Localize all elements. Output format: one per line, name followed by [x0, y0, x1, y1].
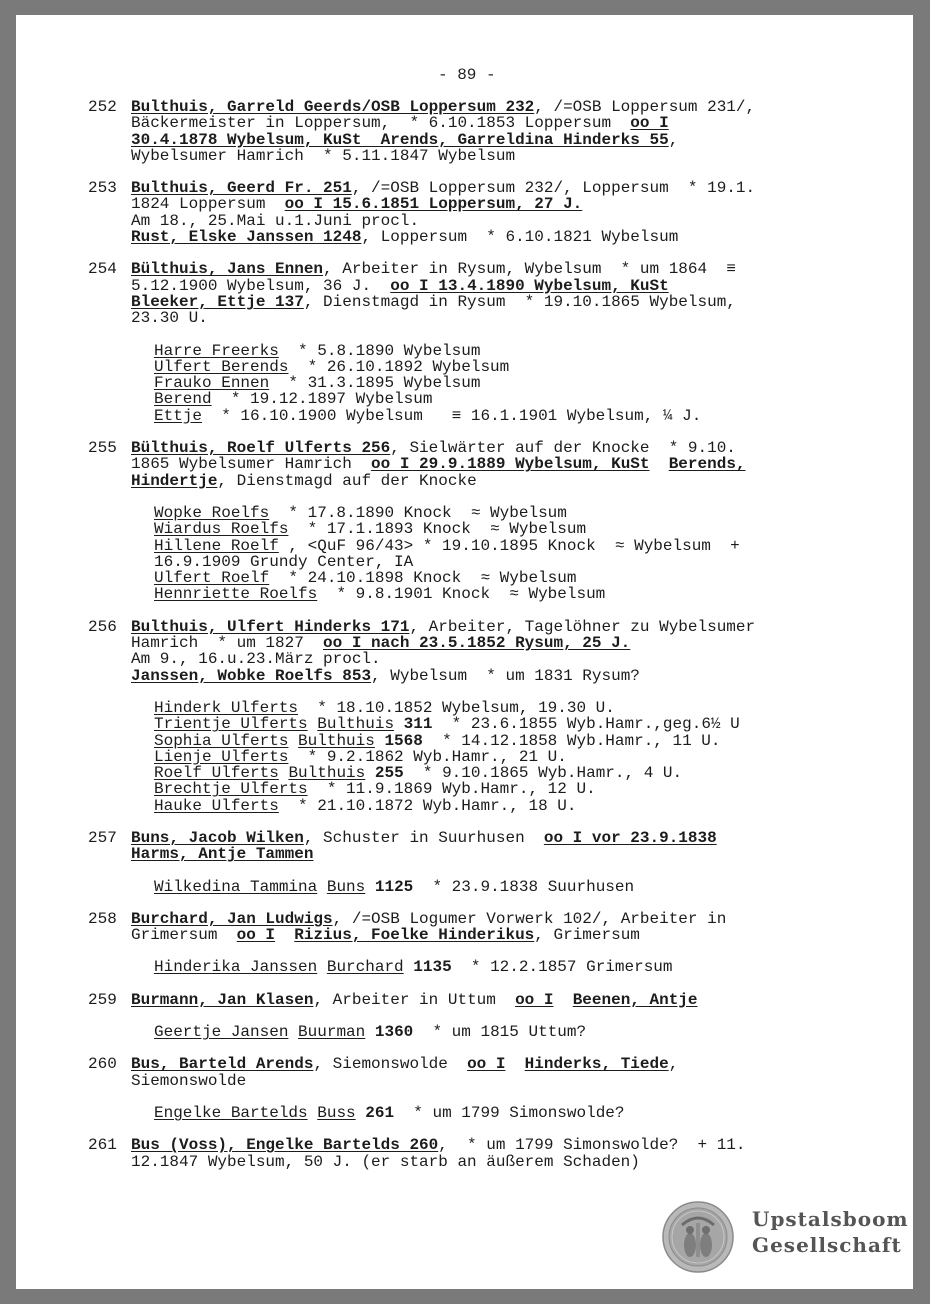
text-segment: oo I 13.4.1890 Wybelsum, KuSt: [390, 276, 669, 295]
entry-line: [131, 132, 888, 148]
entry-text: [131, 180, 888, 245]
child-line: [154, 391, 888, 407]
genealogy-entry: [88, 830, 888, 895]
text-segment: * 17.1.1893 Knock ≈ Wybelsum: [288, 520, 587, 539]
entry-line: [131, 440, 888, 456]
text-segment: oo I: [467, 1055, 506, 1074]
entry-line: [131, 115, 888, 131]
text-segment: Wilkedina Tammina: [154, 877, 318, 896]
text-segment: 1824 Loppersum: [131, 195, 285, 214]
entry-text: [131, 440, 888, 489]
entry-line: [131, 1154, 888, 1170]
text-segment: 5.12.1900 Wybelsum, 36 J.: [131, 276, 391, 295]
text-segment: , <QuF 96/43> * 19.10.1895 Knock ≈ Wybelsum +: [278, 536, 740, 555]
entry-line: [131, 229, 888, 245]
entry-line: [131, 927, 888, 943]
document-page: [16, 15, 913, 1289]
text-segment: Am 18., 25.Mai u.1.Juni procl.: [131, 211, 420, 230]
text-segment: [365, 1023, 375, 1041]
text-segment: Burchard: [326, 958, 404, 977]
children-list: [154, 700, 888, 814]
text-segment: * 31.3.1895 Wybelsum: [269, 374, 481, 393]
text-segment: Grimersum: [131, 926, 237, 945]
text-segment: [553, 991, 572, 1009]
children-list: [154, 1105, 888, 1121]
child-line: [154, 716, 888, 732]
text-segment: Wiardus Roelfs: [154, 520, 289, 539]
text-segment: , Siemonswolde: [313, 1055, 468, 1074]
text-segment: , Grimersum: [534, 926, 640, 945]
text-segment: , Schuster in Suurhusen: [303, 828, 544, 847]
entry-text: [131, 911, 888, 944]
text-segment: Janssen, Wobke Roelfs 853: [131, 666, 372, 685]
text-segment: Buss: [317, 1103, 356, 1122]
entry-line: [131, 148, 888, 164]
entry-number: 254: [88, 260, 117, 279]
text-segment: [505, 1055, 524, 1073]
entry-text: [131, 830, 888, 863]
genealogy-entry: [88, 99, 888, 164]
text-segment: * 16.10.1900 Wybelsum ≡ 16.1.1901 Wybelsum, ¼ J.: [202, 406, 702, 425]
text-segment: * 24.10.1898 Knock ≈ Wybelsum: [269, 569, 577, 588]
text-segment: Buurman: [298, 1023, 366, 1042]
entry-number: 261: [88, 1136, 117, 1155]
entry-line: [131, 1073, 888, 1089]
entry-number: 253: [88, 179, 117, 198]
text-segment: [375, 732, 385, 750]
text-segment: Buns, Jacob Wilken: [131, 828, 304, 847]
text-segment: , /=OSB Loppersum 232/, Loppersum * 19.1.: [351, 179, 756, 198]
child-line: [154, 375, 888, 391]
text-segment: [288, 1023, 298, 1041]
text-segment: Rust, Elske Janssen 1248: [131, 228, 362, 247]
text-segment: oo I: [515, 990, 554, 1009]
text-segment: Sophia Ulferts: [154, 731, 289, 750]
child-line: [154, 733, 888, 749]
genealogy-entry: [88, 911, 888, 976]
entry-line: [131, 310, 888, 326]
text-segment: [288, 732, 298, 750]
genealogy-entry: [88, 261, 888, 424]
child-line: [154, 1024, 888, 1040]
text-segment: * 17.8.1890 Knock ≈ Wybelsum: [269, 503, 567, 522]
text-segment: , Wybelsum * um 1831 Rysum?: [371, 666, 640, 685]
entry-line: [131, 911, 888, 927]
text-segment: Rizius, Foelke Hinderikus: [294, 926, 535, 945]
child-line: [154, 749, 888, 765]
text-segment: Hamrich * um 1827: [131, 634, 324, 653]
child-line: [154, 798, 888, 814]
text-segment: [404, 958, 414, 976]
seal-icon: [662, 1201, 734, 1273]
children-list: [154, 879, 888, 895]
entry-line: [131, 619, 888, 635]
entry-line: [131, 1137, 888, 1153]
entry-number: 257: [88, 828, 117, 847]
text-segment: Roelf Ulferts: [154, 764, 279, 783]
entry-line: [131, 456, 888, 472]
text-segment: , Dienstmagd auf der Knocke: [217, 471, 477, 490]
text-segment: * um 1799 Simonswolde?: [394, 1103, 625, 1122]
entry-line: [131, 635, 888, 651]
text-segment: , Loppersum * 6.10.1821 Wybelsum: [361, 228, 679, 247]
text-segment: [365, 764, 375, 782]
genealogy-entry: [88, 1056, 888, 1121]
entry-number: 258: [88, 909, 117, 928]
text-segment: 261: [365, 1103, 395, 1122]
child-line: [154, 343, 888, 359]
genealogy-entry: [88, 1137, 888, 1170]
text-segment: 16.9.1909 Grundy Center, IA: [154, 552, 414, 571]
entry-line: [131, 1056, 888, 1072]
child-line: [154, 586, 888, 602]
text-segment: Lienje Ulferts: [154, 747, 289, 766]
text-segment: ,: [668, 1055, 679, 1074]
text-segment: 1125: [374, 877, 414, 896]
text-segment: [365, 878, 375, 896]
entry-number: 260: [88, 1055, 117, 1074]
entry-number: 252: [88, 98, 117, 116]
text-segment: [308, 715, 318, 733]
text-segment: [279, 764, 289, 782]
child-line: [154, 408, 888, 424]
text-segment: oo I nach 23.5.1852 Rysum, 25 J.: [323, 634, 631, 653]
child-line: [154, 521, 888, 537]
child-line: [154, 359, 888, 375]
entry-line: [131, 846, 888, 862]
text-segment: Hinderika Janssen: [154, 958, 318, 977]
text-segment: * 11.9.1869 Wyb.Hamr., 12 U.: [307, 780, 596, 799]
genealogy-entry: [88, 619, 888, 814]
entry-text: [131, 99, 888, 164]
text-segment: [650, 455, 669, 473]
children-list: [154, 959, 888, 975]
text-segment: Bus, Barteld Arends: [131, 1055, 314, 1074]
entry-list: [88, 99, 888, 1186]
text-segment: Am 9., 16.u.23.März procl.: [131, 650, 381, 669]
text-segment: , Sielwärter auf der Knocke * 9.10.: [390, 439, 736, 458]
entry-number: 259: [88, 990, 117, 1009]
text-segment: oo I vor 23.9.1838: [543, 828, 717, 847]
text-segment: * 9.8.1901 Knock ≈ Wybelsum: [317, 585, 606, 604]
entry-line: [131, 830, 888, 846]
text-segment: 311: [403, 715, 433, 734]
child-line: [154, 781, 888, 797]
page-number: - 89 -: [438, 66, 496, 84]
text-segment: [356, 1104, 366, 1122]
text-segment: ,: [668, 130, 679, 149]
text-segment: Hillene Roelf: [154, 536, 279, 555]
text-segment: [317, 878, 327, 896]
society-logo: [662, 1201, 909, 1277]
text-segment: Bülthuis, Roelf Ulferts 256: [131, 439, 391, 458]
text-segment: Bulthuis: [288, 764, 366, 783]
text-segment: Wybelsumer Hamrich * 5.11.1847 Wybelsum: [131, 146, 516, 165]
text-segment: * 18.10.1852 Wybelsum, 19.30 U.: [298, 698, 615, 717]
text-segment: oo I: [630, 114, 669, 133]
text-segment: 30.4.1878 Wybelsum, KuSt Arends, Garreldina Hinderks 55: [131, 130, 669, 149]
text-segment: * 19.12.1897 Wybelsum: [211, 390, 433, 409]
text-segment: Beenen, Antje: [572, 990, 698, 1009]
children-list: [154, 505, 888, 603]
entry-line: [131, 99, 888, 115]
entry-line: [131, 668, 888, 684]
text-segment: Wopke Roelfs: [154, 503, 270, 522]
text-segment: Berend: [154, 390, 212, 409]
text-segment: 1865 Wybelsumer Hamrich: [131, 455, 372, 474]
text-segment: Engelke Bartelds: [154, 1103, 308, 1122]
text-segment: Bulthuis: [298, 731, 375, 750]
entry-line: [131, 473, 888, 489]
text-segment: * 23.6.1855 Wyb.Hamr.,geg.6½ U: [432, 715, 740, 734]
text-segment: * 12.2.1857 Grimersum: [451, 958, 673, 977]
text-segment: oo I: [236, 926, 276, 945]
text-segment: , Arbeiter, Tagelöhner zu Wybelsumer: [409, 617, 756, 636]
entry-line: [131, 213, 888, 229]
text-segment: Bulthuis: [317, 715, 395, 734]
text-segment: Hinderk Ulferts: [154, 698, 299, 717]
child-line: [154, 505, 888, 521]
text-segment: * 5.8.1890 Wybelsum: [278, 341, 481, 360]
text-segment: Buns: [326, 877, 366, 896]
text-segment: * 9.10.1865 Wyb.Hamr., 4 U.: [403, 764, 683, 783]
text-segment: Frauko Ennen: [154, 374, 270, 393]
logo-line-1: Upstalsboom: [752, 1207, 909, 1231]
text-segment: 12.1847 Wybelsum, 50 J. (er starb an äußerem Schaden): [131, 1152, 640, 1171]
text-segment: , Arbeiter in Uttum: [313, 990, 516, 1009]
entry-line: [131, 261, 888, 277]
entry-line: [131, 278, 888, 294]
text-segment: Burmann, Jan Klasen: [131, 990, 314, 1009]
entry-text: [131, 992, 888, 1008]
text-segment: , /=OSB Logumer Vorwerk 102/, Arbeiter in: [332, 909, 727, 928]
text-segment: * 14.12.1858 Wyb.Hamr., 11 U.: [422, 731, 721, 750]
text-segment: [308, 1104, 318, 1122]
text-segment: * 23.9.1838 Suurhusen: [413, 877, 635, 896]
text-segment: Bulthuis, Geerd Fr. 251: [131, 179, 352, 198]
text-segment: [394, 715, 404, 733]
entry-text: [131, 261, 888, 326]
child-line: [154, 700, 888, 716]
text-segment: , /=OSB Loppersum 231/,: [534, 98, 756, 116]
child-line: [154, 959, 888, 975]
text-segment: Geertje Jansen: [154, 1023, 289, 1042]
text-segment: 1568: [384, 731, 423, 750]
text-segment: Bleeker, Ettje 137: [131, 292, 304, 311]
entry-line: [131, 294, 888, 310]
text-segment: oo I 15.6.1851 Loppersum, 27 J.: [284, 195, 583, 214]
text-segment: * 26.10.1892 Wybelsum: [288, 357, 510, 376]
text-segment: Hinderks, Tiede: [524, 1055, 669, 1074]
text-segment: Hennriette Roelfs: [154, 585, 318, 604]
text-segment: Bulthuis, Ulfert Hinderks 171: [131, 617, 410, 636]
genealogy-entry: [88, 180, 888, 245]
child-line: [154, 765, 888, 781]
text-segment: Ettje: [154, 406, 203, 425]
text-segment: [317, 958, 327, 976]
text-segment: Bäckermeister in Loppersum, * 6.10.1853 Loppersum: [131, 114, 631, 133]
text-segment: Bülthuis, Jans Ennen: [131, 260, 324, 279]
text-segment: Siemonswolde: [131, 1071, 247, 1090]
text-segment: , * um 1799 Simonswolde? + 11.: [438, 1136, 746, 1155]
text-segment: [275, 926, 294, 944]
text-segment: Hindertje: [131, 471, 218, 490]
genealogy-entry: [88, 440, 888, 603]
child-line: [154, 554, 888, 570]
text-segment: Hauke Ulferts: [154, 796, 279, 815]
text-segment: Brechtje Ulferts: [154, 780, 308, 799]
entry-text: [131, 1056, 888, 1089]
entry-line: [131, 651, 888, 667]
text-segment: Ulfert Berends: [154, 357, 289, 376]
text-segment: , Dienstmagd in Rysum * 19.10.1865 Wybelsum,: [303, 292, 736, 311]
entry-text: [131, 619, 888, 684]
entry-number: 255: [88, 439, 117, 458]
text-segment: 255: [374, 764, 404, 783]
text-segment: * 9.2.1862 Wyb.Hamr., 21 U.: [288, 747, 567, 766]
children-list: [154, 343, 888, 424]
child-line: [154, 570, 888, 586]
text-segment: Berends,: [668, 455, 746, 474]
children-list: [154, 1024, 888, 1040]
entry-line: [131, 196, 888, 212]
entry-line: [131, 180, 888, 196]
text-segment: * um 1815 Uttum?: [413, 1023, 587, 1042]
entry-number: 256: [88, 617, 117, 636]
genealogy-entry: [88, 992, 888, 1041]
text-segment: 23.30 U.: [131, 309, 208, 328]
text-segment: Harre Freerks: [154, 341, 279, 360]
text-segment: Bus (Voss), Engelke Bartelds 260: [131, 1136, 439, 1155]
text-segment: Trientje Ulferts: [154, 715, 308, 734]
text-segment: Harms, Antje Tammen: [131, 845, 314, 864]
logo-line-2: Gesellschaft: [752, 1233, 902, 1257]
text-segment: Ulfert Roelf: [154, 569, 270, 588]
text-segment: Burchard, Jan Ludwigs: [131, 909, 333, 928]
entry-text: [131, 1137, 888, 1170]
text-segment: 1135: [413, 958, 452, 977]
child-line: [154, 538, 888, 554]
child-line: [154, 879, 888, 895]
text-segment: * 21.10.1872 Wyb.Hamr., 18 U.: [278, 796, 577, 815]
text-segment: Bulthuis, Garreld Geerds/OSB Loppersum 232: [131, 98, 535, 116]
text-segment: , Arbeiter in Rysum, Wybelsum * um 1864 ≡: [323, 260, 736, 279]
entry-line: [131, 992, 888, 1008]
text-segment: oo I 29.9.1889 Wybelsum, KuSt: [371, 455, 650, 474]
text-segment: 1360: [374, 1023, 414, 1042]
child-line: [154, 1105, 888, 1121]
